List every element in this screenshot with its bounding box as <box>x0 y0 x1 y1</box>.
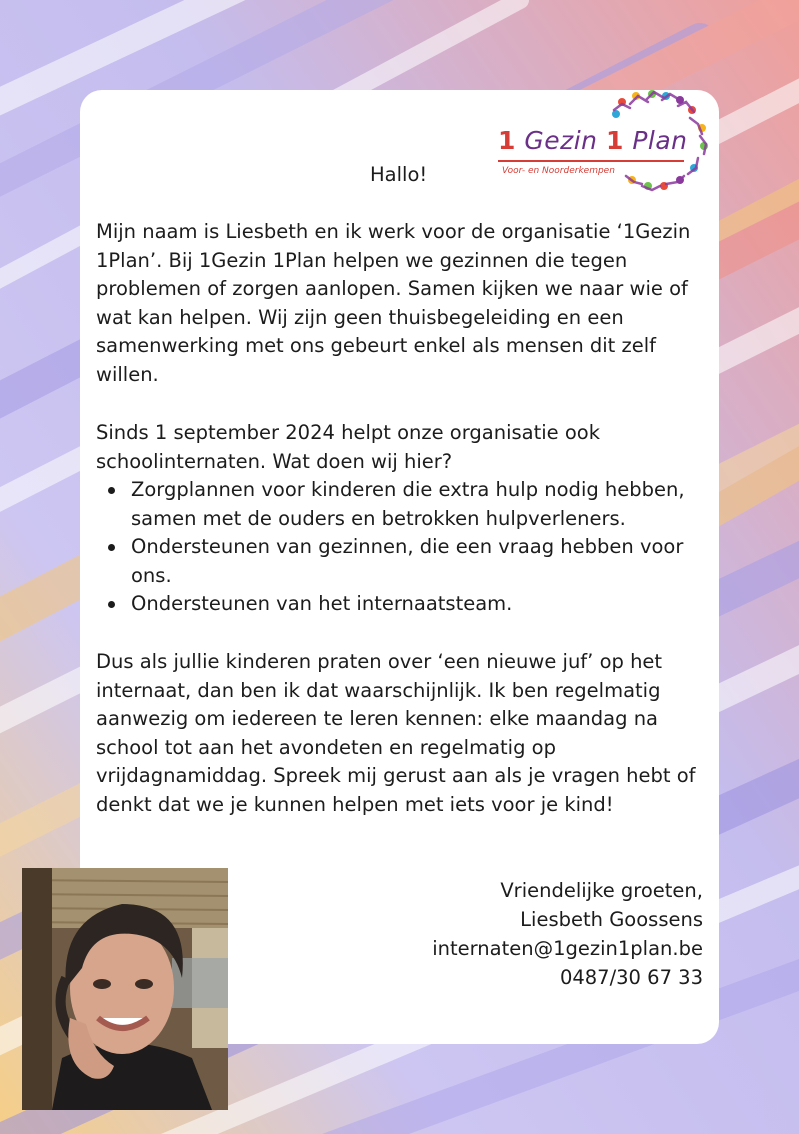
bullet-icon <box>108 487 115 494</box>
logo-wordmark: 1 Gezin 1 Plan <box>498 126 688 155</box>
closing-line: Vriendelijke groeten, <box>500 879 703 902</box>
phone-number: 0487/30 67 33 <box>559 966 703 989</box>
list-item: Ondersteunen van gezinnen, die een vraag hebben voor ons. <box>96 533 708 590</box>
logo-subtitle: Voor- en Noorderkempen <box>502 166 615 176</box>
email-link[interactable]: internaten@1gezin1plan.be <box>432 937 703 960</box>
logo-underline <box>498 160 684 162</box>
list-item: Zorgplannen voor kinderen die extra hulp nodig hebben, samen met de ouders en betrokken hulpverleners. <box>96 476 708 533</box>
greeting: Hallo! <box>370 163 428 186</box>
intro-paragraph: Mijn naam is Liesbeth en ik werk voor de organisatie ‘1Gezin 1Plan’. Bij 1Gezin 1Plan helpen we gezinnen die tegen problemen of zorgen aanlopen. Samen kijken we naar wie of wat kan helpen. Wij zijn geen thuisbegeleiding en een samenwerking met ons gebeurt enkel als mensen dit zelf willen. <box>96 220 691 386</box>
signature-block <box>432 876 703 992</box>
bullet-icon <box>108 544 115 551</box>
availability-paragraph: Dus als jullie kinderen praten over ‘een nieuwe juf’ op het internaat, dan ben ik dat waarschijnlijk. Ik ben regelmatig aanwezig om iedereen te leren kennen: elke maandag na school tot aan het avondeten en regelmatig op vrijdagnamiddag. Spreek mij gerust aan als je vragen hebt of denkt dat we je kunnen helpen met iets voor je kind! <box>96 650 696 816</box>
portrait-photo <box>22 868 228 1110</box>
task-list <box>96 476 708 619</box>
boarding-school-paragraph: Sinds 1 september 2024 helpt onze organisatie ook schoolinternaten. Wat doen wij hier? <box>96 421 601 473</box>
bullet-icon <box>108 601 115 608</box>
list-item: Ondersteunen van het internaatsteam. <box>96 590 708 619</box>
signer-name: Liesbeth Goossens <box>520 908 703 931</box>
